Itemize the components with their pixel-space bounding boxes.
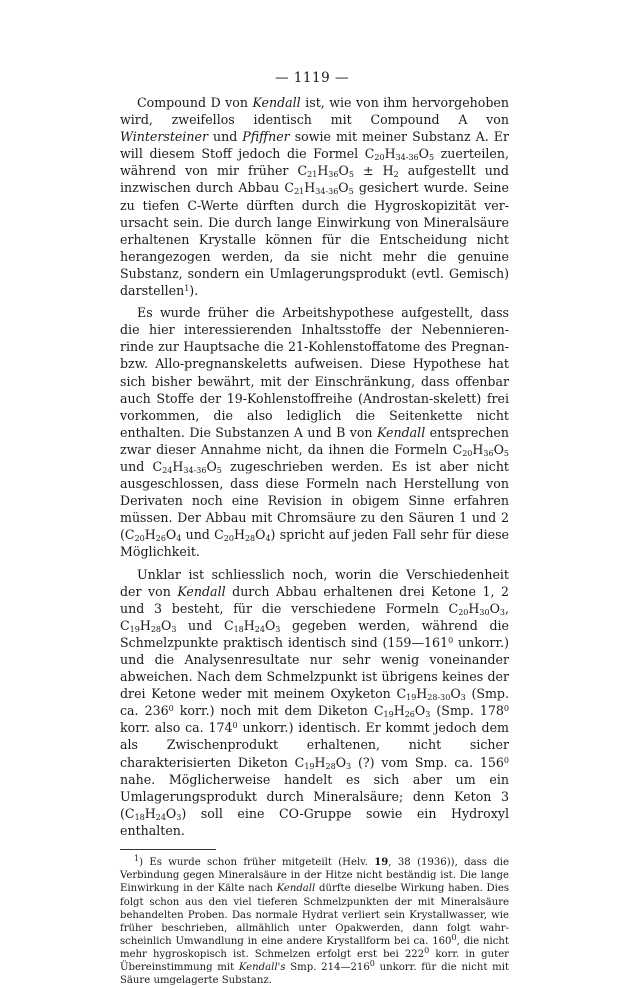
- subscript: 3: [425, 710, 431, 720]
- subscript: 3: [275, 624, 281, 634]
- text-run: , die nicht mehr hygroskopisch ist. Schmelzen erfolgt erst bei 222: [120, 935, 509, 961]
- subscript: 28-30: [427, 693, 451, 703]
- subscript: 19: [304, 761, 315, 771]
- text-run: Compound D von: [137, 95, 253, 110]
- subscript: 3: [171, 624, 177, 634]
- text-run: gegeben werden, während die Schmelzpunkte praktisch identisch sind (159—161: [120, 617, 509, 650]
- text-run: O: [161, 617, 172, 633]
- bold-volume: 19: [374, 857, 389, 869]
- text-run: (Smp. ca. 236: [120, 686, 509, 719]
- text-run: Unklar ist schliesslich noch, worin die Verschiedenheit der von: [120, 566, 509, 599]
- text-run: H: [393, 703, 405, 719]
- subscript: 5: [428, 153, 435, 163]
- subscript: 24: [254, 624, 265, 634]
- subscript: 20: [458, 607, 469, 617]
- subscript: 19: [383, 710, 394, 720]
- superscript: 0: [448, 635, 454, 645]
- text-run: H: [144, 805, 156, 821]
- subscript: 18: [233, 624, 244, 634]
- text-run: O: [165, 527, 177, 543]
- subscript: 4: [265, 534, 271, 544]
- text-run: H: [384, 146, 396, 162]
- text-run: Es wurde früher die Arbeitshypothese aufgestellt, dass die hier interessierenden Inhaltsstoffe der Nebennieren-rinde zur Hauptsache die 21-Kohlenstoffatome des Pregnan- bzw. Allo-pregnanskeletts aufweisen. Diese Hypothese hat sich bisher bewährt, mit der Einschränkung, dass offenbar auch Stoffe der 19-Kohlenstoffreihe (Androstan-skelett) frei vorkommen, die also lediglich die Seitenkette nicht enthalten. Die Substanzen A und B von: [120, 305, 509, 440]
- footnote-divider: [120, 849, 216, 850]
- text-run: H: [314, 754, 326, 770]
- page-number: — 1119 —: [275, 70, 349, 86]
- subscript: 5: [348, 187, 354, 197]
- superscript: 1: [134, 854, 140, 864]
- superscript: 0: [451, 932, 457, 942]
- text-run: H: [243, 617, 255, 633]
- subscript: 28: [325, 761, 336, 771]
- subscript: 4: [176, 534, 182, 544]
- subscript: 2: [393, 170, 399, 180]
- text-run: ) soll eine CO-Gruppe sowie ein Hydroxyl enthalten.: [120, 805, 509, 838]
- text-run: unkorr.) und die Analysenresultate nur sehr wenig voneinander abweichen. Nach dem Schmelzpunkt ist übrigens keines der drei Ketone weder mit meinem Oxyketon C: [120, 634, 510, 702]
- text-run: O: [418, 146, 429, 162]
- text-run: , 38 (1936)), dass die Verbindung gegen Mineralsäure in der Hitze nicht beständig ist. Die lange Einwirkung in der Kälte nach: [120, 857, 509, 895]
- text-run: korr.) noch mit dem Diketon C: [173, 703, 384, 719]
- text-run: korr. in guter Übereinstimmung mit: [120, 949, 509, 974]
- text-run: O: [206, 458, 217, 474]
- italic-name: Kendall: [376, 424, 426, 440]
- subscript: 24: [155, 812, 166, 822]
- text-run: durch Abbau erhaltenen drei Ketone 1, 2 und 3 besteht, für die verschiedene Formeln C: [120, 583, 509, 616]
- text-run: Smp. 214—216: [285, 962, 370, 974]
- subscript: 26: [404, 710, 415, 720]
- italic-name: Wintersteiner: [120, 129, 208, 145]
- text-run: unkorr. für die nicht mit Säure umgelagerte Substanz.: [120, 962, 510, 987]
- text-run: O: [489, 600, 500, 616]
- text-run: O: [338, 180, 349, 196]
- subscript: 5: [503, 448, 509, 458]
- text-run: O: [255, 527, 266, 543]
- paragraph: [120, 566, 509, 840]
- text-run: gesichert wurde. Seine zu tiefen C-Werte dürften durch die Hygroskopizität verursacht sein. Die durch lange Einwirkung von Mineralsäure erhaltenen Krystalle können für die Entscheidung nicht herangezogen werden, da sie nicht mehr die genuine Substanz, sondern ein Umlagerungsprodukt (evtl. Gemisch) darstellen: [120, 180, 509, 299]
- italic-name: Kendall: [252, 95, 301, 110]
- superscript: 0: [232, 721, 238, 731]
- text-run: ist, wie von ihm hervorgehoben wird, zweifellos identisch mit Compound A von: [120, 95, 509, 128]
- text-run: zugeschrieben werden. Es ist aber nicht ausgeschlossen, dass diese Formeln nach Herstellung von Derivaten noch eine Revision in obigem Sinne erfahren müssen. Der Abbau mit Chromsäure zu den Säuren 1 und 2 (C: [120, 458, 509, 543]
- text-run: sowie mit meiner Substanz A. Er will diesem Stoff jedoch die Formel C: [120, 129, 509, 162]
- italic-name: Kendall's: [238, 962, 286, 974]
- italic-name: Kendall: [276, 883, 316, 895]
- subscript: 3: [346, 761, 352, 771]
- subscript: 28: [150, 624, 161, 634]
- text-run: H: [416, 686, 428, 702]
- text-run: (?) vom Smp. ca. 156: [351, 754, 504, 770]
- text-run: aufgestellt und inzwischen durch Abbau C: [120, 163, 509, 196]
- footnote: [120, 856, 509, 988]
- text-run: O: [264, 617, 276, 633]
- superscript: 0: [503, 755, 509, 765]
- subscript: 28: [244, 534, 256, 544]
- italic-name: Pfiffner: [242, 129, 290, 145]
- subscript: 20: [462, 448, 473, 458]
- superscript: 0: [503, 704, 510, 714]
- text-run: H: [144, 527, 156, 543]
- text-run: O: [493, 441, 504, 457]
- subscript: 21: [307, 170, 318, 180]
- text-run: H: [317, 163, 329, 179]
- text-run: unkorr.) identisch. Er kommt jedoch dem als Zwischenprodukt erhaltenen, nicht sicher charakterisierten Diketon C: [120, 720, 509, 770]
- text-run: ) spricht auf jeden Fall sehr für diese Möglichkeit.: [120, 527, 509, 560]
- text-run: O: [338, 163, 349, 179]
- text-run: und C: [181, 527, 224, 543]
- text-run: O: [414, 703, 426, 719]
- text-run: H: [139, 617, 151, 633]
- text-run: O: [335, 754, 347, 770]
- text-run: H: [233, 527, 245, 543]
- subscript: 19: [129, 624, 140, 634]
- text-run: H: [472, 441, 484, 457]
- text-run: H: [304, 180, 316, 196]
- superscript: 1: [184, 284, 190, 294]
- text-run: entsprechen zwar dieser Annahme nicht, da ihnen die Formeln C: [120, 424, 509, 457]
- text-run: O: [450, 686, 461, 702]
- paragraph: [120, 304, 509, 560]
- subscript: 19: [406, 693, 417, 703]
- subscript: 24: [162, 465, 173, 475]
- subscript: 30: [479, 607, 490, 617]
- text-run: H: [468, 600, 480, 616]
- text-run: , C: [120, 600, 509, 633]
- subscript: 5: [216, 465, 222, 475]
- subscript: 3: [499, 607, 505, 617]
- subscript: 3: [460, 693, 466, 703]
- subscript: 34-36: [395, 153, 419, 163]
- subscript: 20: [134, 534, 145, 544]
- text-run: korr. also ca. 174: [120, 720, 233, 736]
- text-run: O: [165, 805, 177, 821]
- text-run: ± H: [353, 163, 394, 179]
- superscript: 0: [424, 946, 430, 956]
- text-run: (Smp. 178: [430, 703, 504, 719]
- subscript: 36: [328, 170, 339, 180]
- text-run: nahe. Möglicherweise handelt es sich aber um ein Umlagerungsprodukt durch Mineralsäure; denn Keton 3 (C: [120, 771, 509, 821]
- text-run: zuerteilen, während von mir früher C: [120, 146, 510, 179]
- paragraph: [120, 94, 509, 299]
- subscript: 18: [134, 812, 145, 822]
- text-run: dürfte dieselbe Wirkung haben. Dies folgt schon aus den viel tieferen Schmelzpunkten der mit Mineralsäure behandelten Proben. Das normale Hydrat verliert sein Krystallwasser, wie früher beschrieben, allmählich unter Opakwerden, dann folgt wahrscheinlich Umwandlung in eine andere Krystallform bei ca. 160: [120, 883, 509, 947]
- subscript: 26: [155, 534, 166, 544]
- subscript: 36: [483, 448, 494, 458]
- subscript: 3: [176, 812, 182, 822]
- superscript: 0: [168, 704, 174, 714]
- italic-name: Kendall: [177, 583, 226, 599]
- subscript: 5: [348, 170, 354, 180]
- subscript: 21: [294, 187, 305, 197]
- subscript: 20: [223, 534, 234, 544]
- body-text: [120, 94, 509, 988]
- text-run: und C: [120, 458, 163, 474]
- subscript: 34-36: [315, 187, 339, 197]
- subscript: 34-36: [183, 465, 207, 475]
- text-run: ) Es wurde schon früher mitgeteilt (Helv.: [139, 857, 375, 869]
- text-run: und C: [176, 617, 234, 633]
- subscript: 20: [374, 153, 385, 163]
- superscript: 0: [369, 959, 375, 969]
- text-run: ).: [189, 283, 199, 299]
- text-run: und: [207, 129, 243, 145]
- text-run: H: [172, 458, 184, 474]
